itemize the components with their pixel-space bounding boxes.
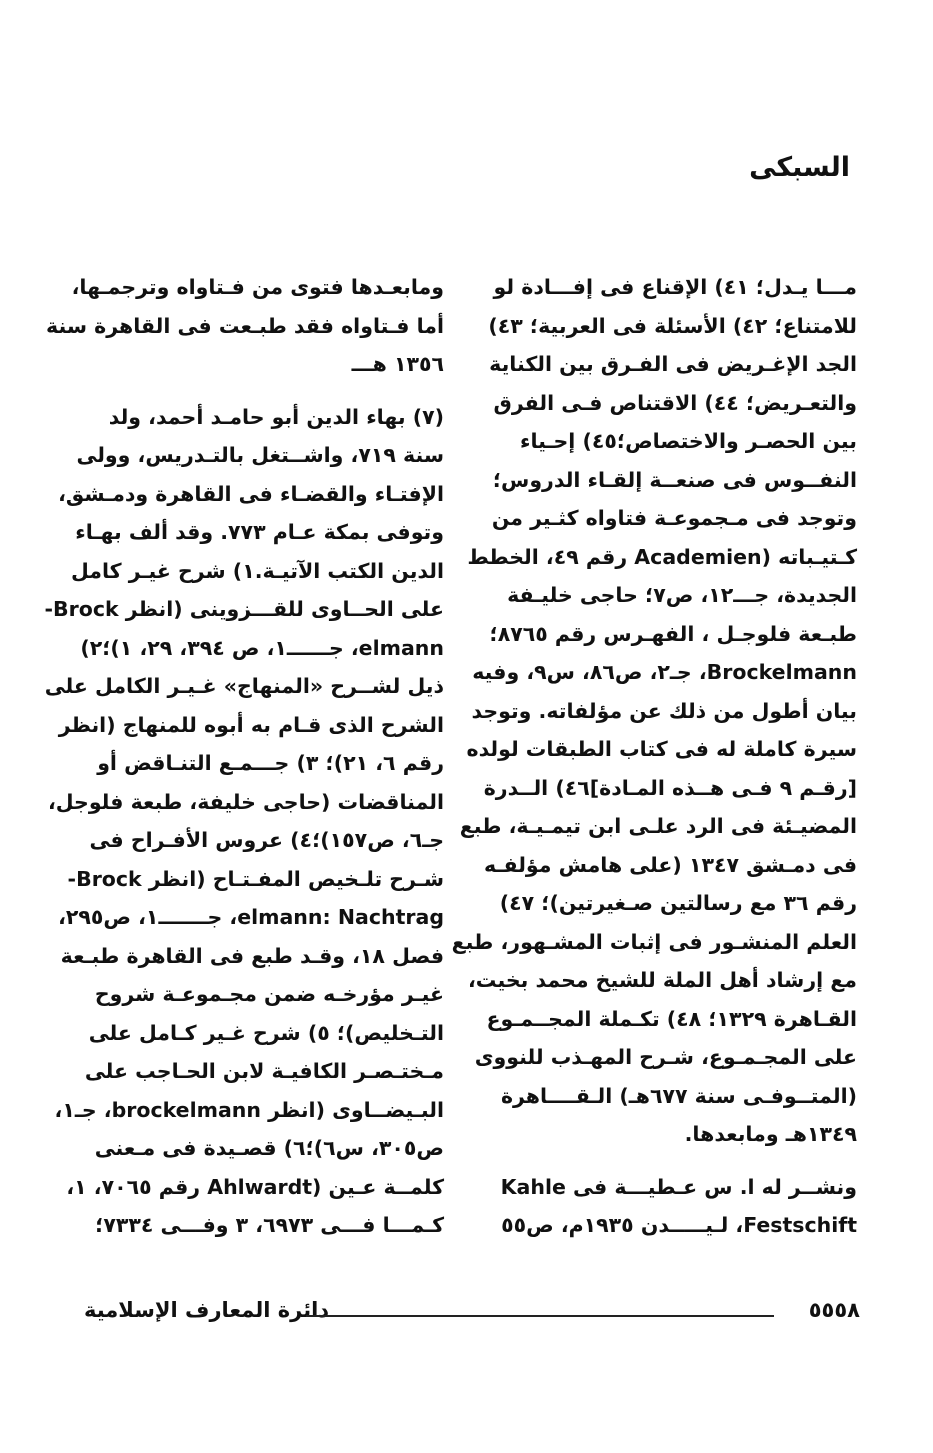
text-line: كـتيـباته (Academien رقم ٤٩، الخطط bbox=[467, 544, 857, 569]
paragraph bbox=[44, 398, 444, 1245]
text-line: المناقضات (حاجى خليفة، طبعة فلوجل، bbox=[47, 789, 444, 814]
text-line: فى دمـشق ١٣٤٧ (على هامش مؤلفـه bbox=[484, 852, 857, 877]
text-line: كلمــة عـين (Ahlwardt رقم ٧٠٦٥، ١، bbox=[66, 1174, 444, 1199]
text-line: Festschift، لـيـــــدن ١٩٣٥م، ص٥٥ bbox=[501, 1213, 857, 1237]
text-line: Brockelmann، جـ٢، ص٨٦، س٩، وفيه bbox=[472, 660, 857, 684]
page-footer bbox=[84, 1298, 860, 1332]
text-line: (٧) بهاء الدين أبو حامـد أحمد، ولد bbox=[108, 404, 444, 429]
left-column bbox=[44, 268, 444, 1259]
text-line: مـختـصـر الكافيـة لابن الحـاجب على bbox=[84, 1059, 444, 1083]
text-line: القـاهرة ١٣٢٩؛ ٤٨) تكـملة المجــمـوع bbox=[486, 1006, 857, 1031]
text-line: الشرح الذى قـام به أبوه للمنهاج (انظر bbox=[58, 712, 444, 737]
text-line: مـــا يـدل؛ ٤١) الإقناع فى إفـــادة لو bbox=[493, 275, 857, 299]
text-line: ومابعـدها فتوى من فـتاواه وترجمـها، bbox=[71, 275, 444, 299]
text-line: سنة ٧١٩، واشــتغل بالتـدريس، وولى bbox=[76, 443, 444, 467]
text-line: جـ٦، ص١٥٧)؛٤) عروس الأفـراح فى bbox=[89, 828, 444, 852]
text-line: ونشــر له ا. س عـطيـــة فى Kahle bbox=[500, 1174, 857, 1199]
text-line: التـخليص)؛ ٥) شرح غـير كـامل على bbox=[88, 1020, 444, 1045]
text-line: وتوفى بمكة عـام ٧٧٣. وقد ألف بهـاء bbox=[75, 520, 444, 544]
text-line: بيان أطول من ذلك عن مؤلفاته. وتوجد bbox=[471, 698, 857, 723]
running-header: السبكى bbox=[749, 152, 850, 183]
text-line: سيرة كاملة له فى كتاب الطبقات لولده bbox=[466, 737, 857, 761]
text-line: الدين الكتب الآتيـة.١) شرح غيـر كامل bbox=[70, 558, 444, 583]
text-line: [رقـم ٩ فـى هــذه المـادة]٤٦) الــدرة bbox=[483, 775, 857, 800]
text-line: ص٣٠٥، س٦)؛٦) قصـيدة فى مـعنى bbox=[94, 1136, 444, 1160]
text-line: الجد الإغـريض فى الفـرق بين الكناية bbox=[489, 352, 857, 376]
text-line: كـمـــا فـــى ٦٩٧٣، ٣ وفـــى ٧٣٣٤؛ bbox=[95, 1213, 444, 1237]
text-line: العلم المنشـور فى إثبات المشـهور، طبع bbox=[451, 929, 857, 954]
paragraph bbox=[497, 1168, 857, 1245]
text-line: والتعـريض؛ ٤٤) الاقتناص فـى الفرق bbox=[493, 390, 857, 415]
text-line: شـرح تلـخيص المفـتـاح (انظر Brock- bbox=[67, 866, 444, 891]
right-column bbox=[451, 268, 857, 1259]
text-line: أما فـتاواه فقد طبـعت فى القاهرة سنة bbox=[46, 313, 444, 338]
paragraph bbox=[451, 268, 857, 1154]
text-line: ذيل لشــرح «المنهاج» غـيـر الكامل على bbox=[44, 674, 444, 698]
text-line: طبـعة فلوجـل ، الفهـرس رقم ٨٧٦٥؛ bbox=[489, 621, 857, 646]
text-line: النفــوس فى صنعــة إلقـاء الدروس؛ bbox=[492, 467, 857, 492]
text-line: ١٣٥٦ هـــ bbox=[351, 352, 444, 376]
footer-rule bbox=[306, 1315, 774, 1317]
text-line: بين الحصـر والاختصاص؛٤٥) إحـياء bbox=[519, 429, 857, 453]
text-line: على الحــاوى للقـــزوينى (انظر Brock- bbox=[44, 597, 444, 621]
text-line: وتوجد فى مـجموعـة فتاواه كثـير من bbox=[491, 506, 857, 530]
text-line: ١٣٤٩هـ ومابعدها. bbox=[684, 1122, 857, 1146]
text-line: غيـر مؤرخـه ضمن مجـموعـة شروح bbox=[94, 982, 444, 1006]
paragraph bbox=[46, 268, 444, 384]
text-line: elmann: Nachtrag، جـــــــ١، ص٢٩٥، bbox=[58, 905, 444, 929]
text-line: (المتــوفـى سنة ٦٧٧هـ) الـقــــاهرة bbox=[500, 1083, 857, 1108]
text-line: للامتناع؛ ٤٢) الأسئلة فى العربية؛ ٤٣) bbox=[488, 313, 857, 338]
text-line: رقم ٣٦ مع رسالتين صـغيرتين)؛ ٤٧) bbox=[499, 891, 857, 915]
text-line: الإفتـاء والقضـاء فى القاهرة ودمـشق، bbox=[58, 481, 444, 506]
publication-title: دائرة المعارف الإسلامية bbox=[84, 1298, 330, 1322]
text-line: المضيـئة فى الرد علـى ابن تيمـيـة، طبع bbox=[459, 814, 857, 838]
text-line: فصل ١٨، وقـد طبع فى القاهرة طبـعة bbox=[60, 943, 444, 968]
text-line: مع إرشاد أهل الملة للشيخ محمد بخيت، bbox=[468, 968, 857, 992]
page-number: ٥٥٥٨ bbox=[808, 1298, 860, 1322]
text-line: البـيضــاوى (انظر brockelmann، جـ١، bbox=[54, 1097, 444, 1122]
text-line: الجديدة، جـــ١٢، ص٧؛ حاجى خليـفة bbox=[507, 583, 857, 607]
text-line: رقم ٦، ٢١)؛ ٣) جـــمـع التنـاقض أو bbox=[97, 751, 444, 775]
text-line: elmann، جــــــ١، ص ٣٩٤، ٢٩، ١)؛٢) bbox=[80, 635, 444, 660]
text-line: على المجـمـوع، شـرح المهـذب للنووى bbox=[474, 1045, 857, 1069]
